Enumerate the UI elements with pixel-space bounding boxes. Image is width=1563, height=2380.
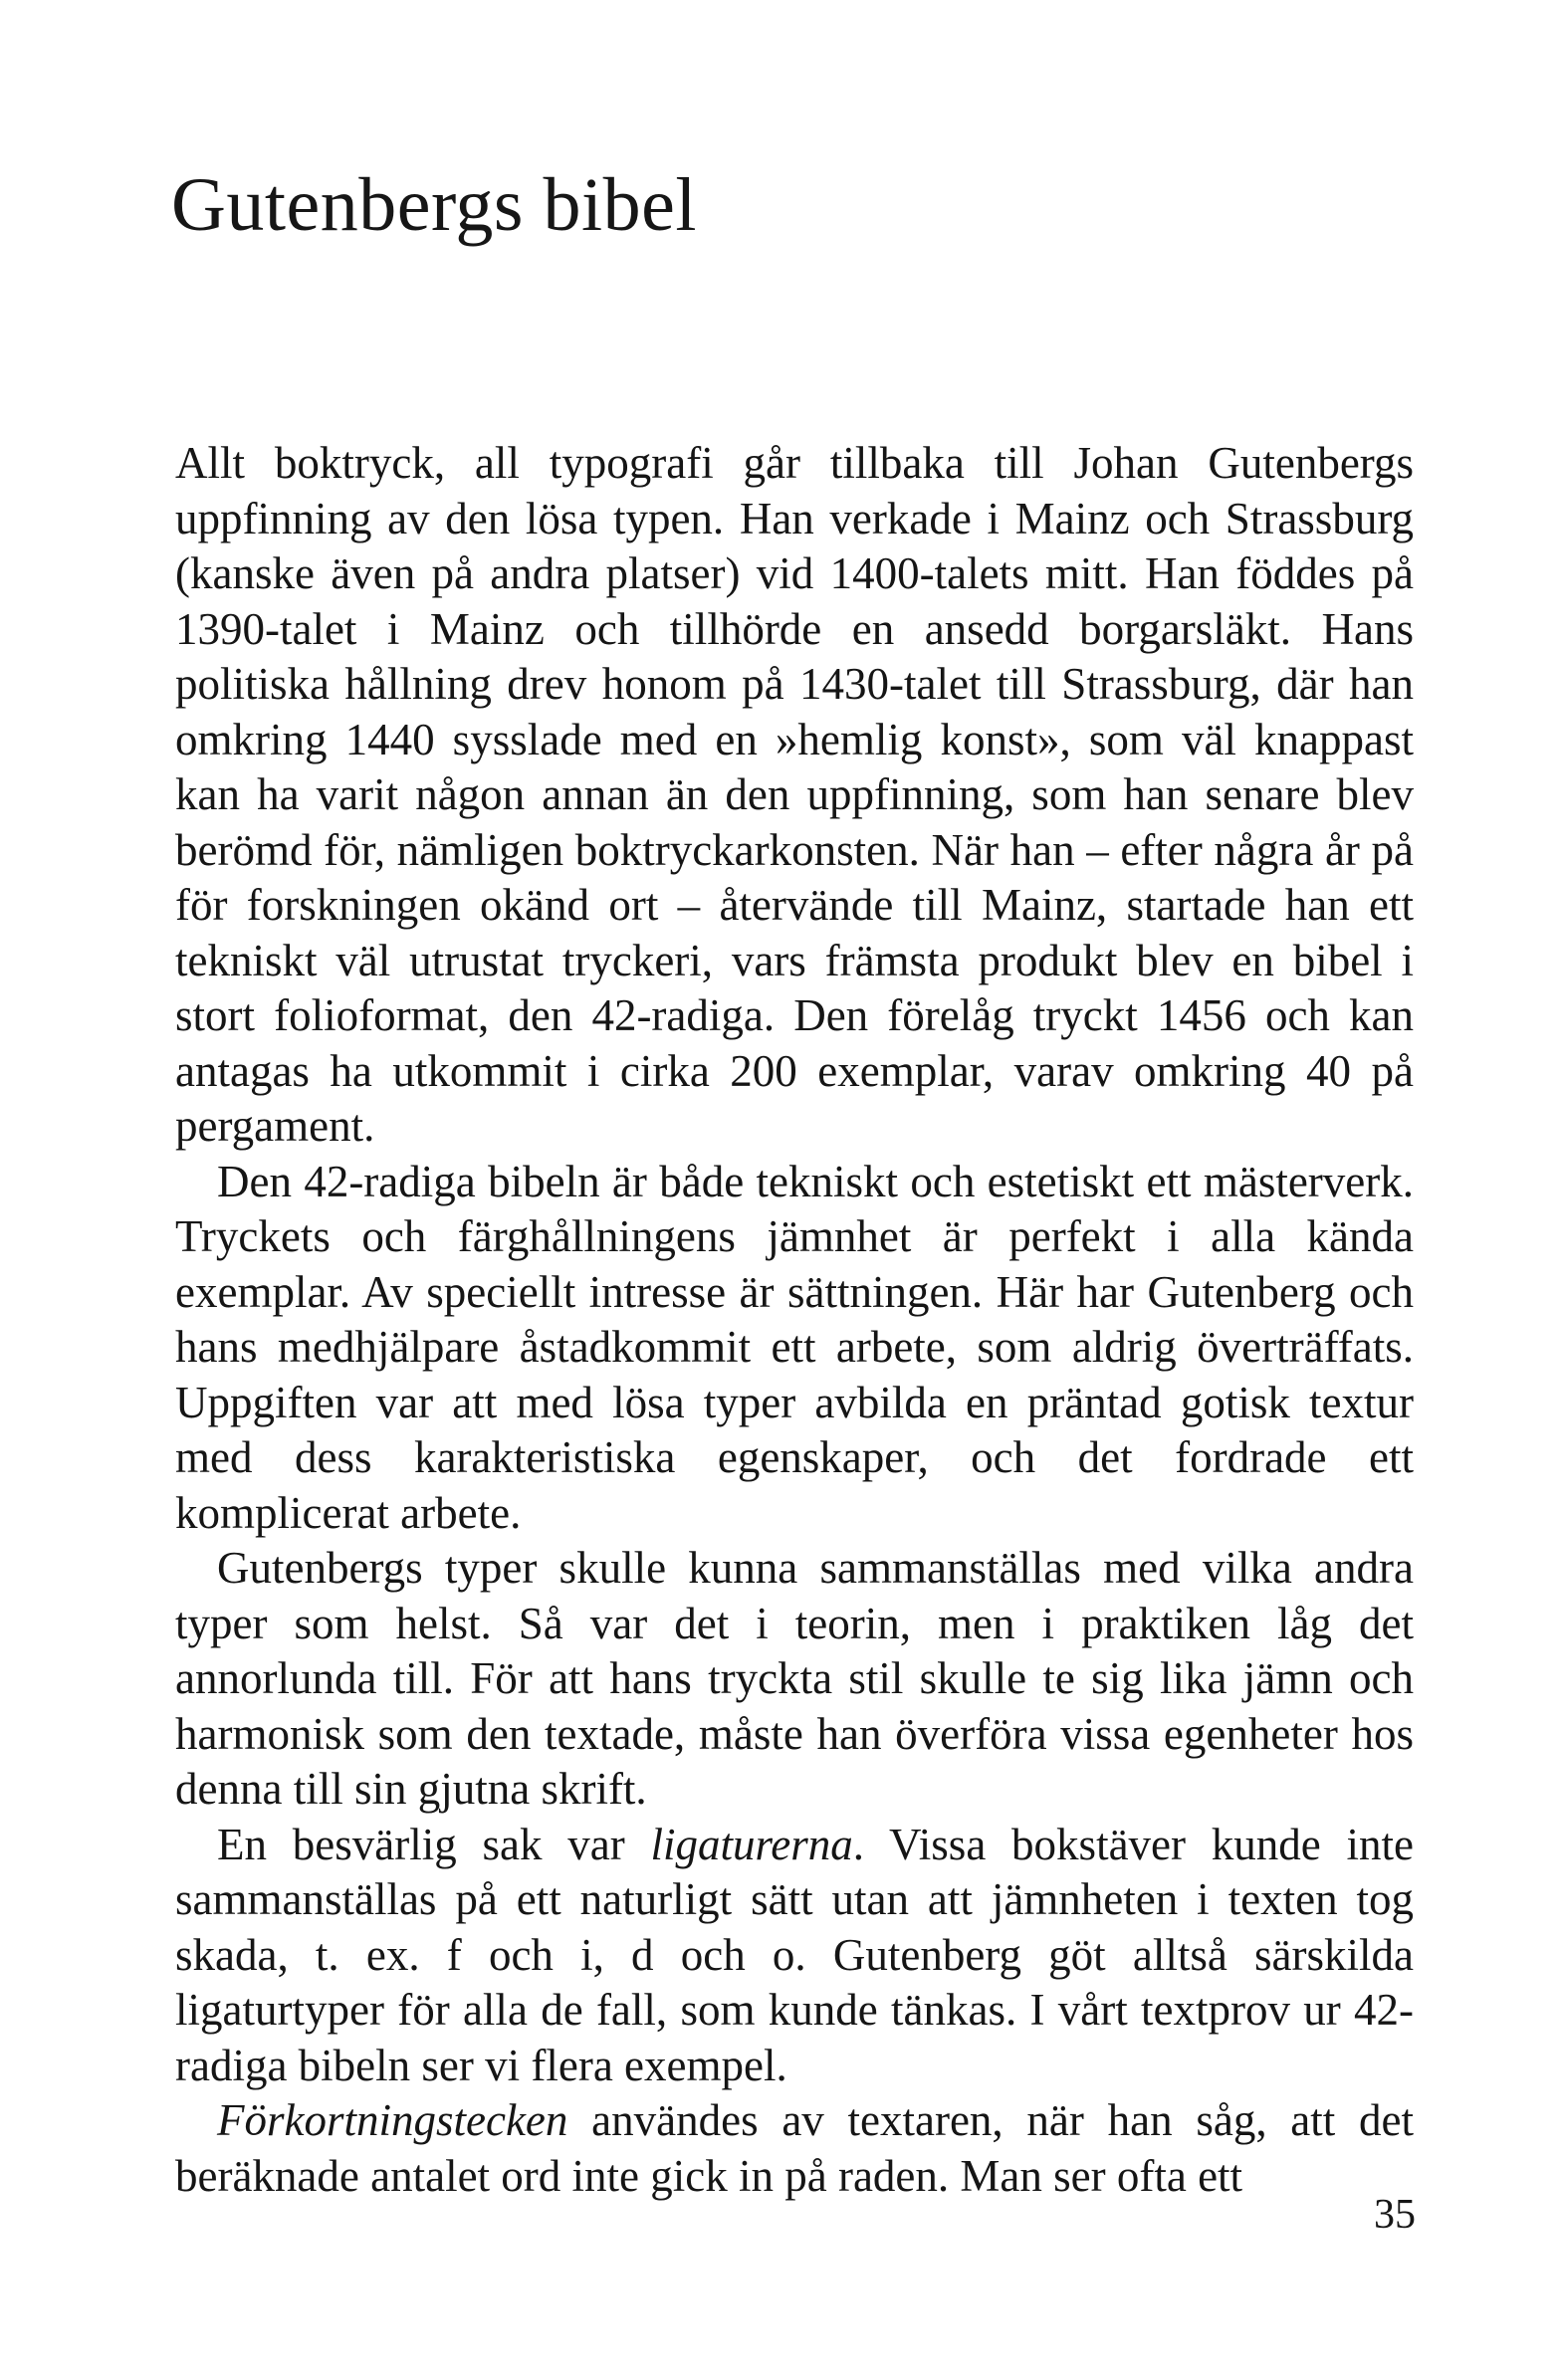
- paragraph-4-text-before: En besvärlig sak var: [217, 1819, 651, 1869]
- paragraph-5: [175, 2093, 1414, 2204]
- paragraph-1: Allt boktryck, all typografi går tillbaka till Johan Gutenbergs uppfinning av den lösa typen. Han verkade i Mainz och Strassburg (kanske även på andra platser) vid 1400-talets mitt. Han föddes på 1390-talet i Mainz och tillhörde en ansedd borgarsläkt. Hans politiska hållning drev honom på 1430-talet till Strassburg, där han omkring 1440 sysslade med en »hemlig konst», som väl knappast kan ha varit någon annan än den uppfinning, som han senare blev berömd för, nämligen boktryckarkonsten. När han – efter några år på för forskningen okänd ort – återvände till Mainz, startade han ett tekniskt väl utrustat tryckeri, vars främsta produkt blev en bibel i stort folioformat, den 42-radiga. Den förelåg tryckt 1456 och kan antagas ha utkommit i cirka 200 exemplar, varav omkring 40 på pergament.: [175, 438, 1414, 1151]
- paragraph-4-text-after: . Vissa bokstäver kunde inte sammanställas på ett naturligt sätt utan att jämnheten i texten tog skada, t. ex. f och i, d och o. Gutenberg göt alltså särskilda ligaturtyper för alla de fall, som kunde tänkas. I vårt textprov ur 42-radiga bibeln ser vi flera exempel.: [175, 1819, 1414, 2090]
- page-number: 35: [1374, 2192, 1416, 2238]
- paragraph-4: [175, 1818, 1414, 2094]
- paragraph-5-emphasis: Förkortningstecken: [217, 2095, 568, 2145]
- paragraph-3: Gutenbergs typer skulle kunna sammanställas med vilka andra typer som helst. Så var det i teorin, men i praktiken låg det annorlunda till. För att hans tryckta stil skulle te sig lika jämn och harmonisk som den textade, måste han överföra vissa egenheter hos denna till sin gjutna skrift.: [175, 1543, 1414, 1814]
- body-text: [175, 436, 1414, 2204]
- chapter-title: Gutenbergs bibel: [171, 163, 697, 247]
- paragraph-5-text-after: användes av textaren, när han såg, att det beräknade antalet ord inte gick in på raden. Man ser ofta ett: [175, 2095, 1414, 2201]
- paragraph-2: Den 42-radiga bibeln är både tekniskt och estetiskt ett mästerverk. Tryckets och färghållningens jämnhet är perfekt i alla kända exemplar. Av speciellt intresse är sättningen. Här har Gutenberg och hans medhjälpare åstadkommit ett arbete, som aldrig överträffats. Uppgiften var att med lösa typer avbilda en präntad gotisk textur med dess karakteristiska egenskaper, och det fordrade ett komplicerat arbete.: [175, 1156, 1414, 1538]
- paragraph-4-emphasis: ligaturerna: [650, 1819, 853, 1869]
